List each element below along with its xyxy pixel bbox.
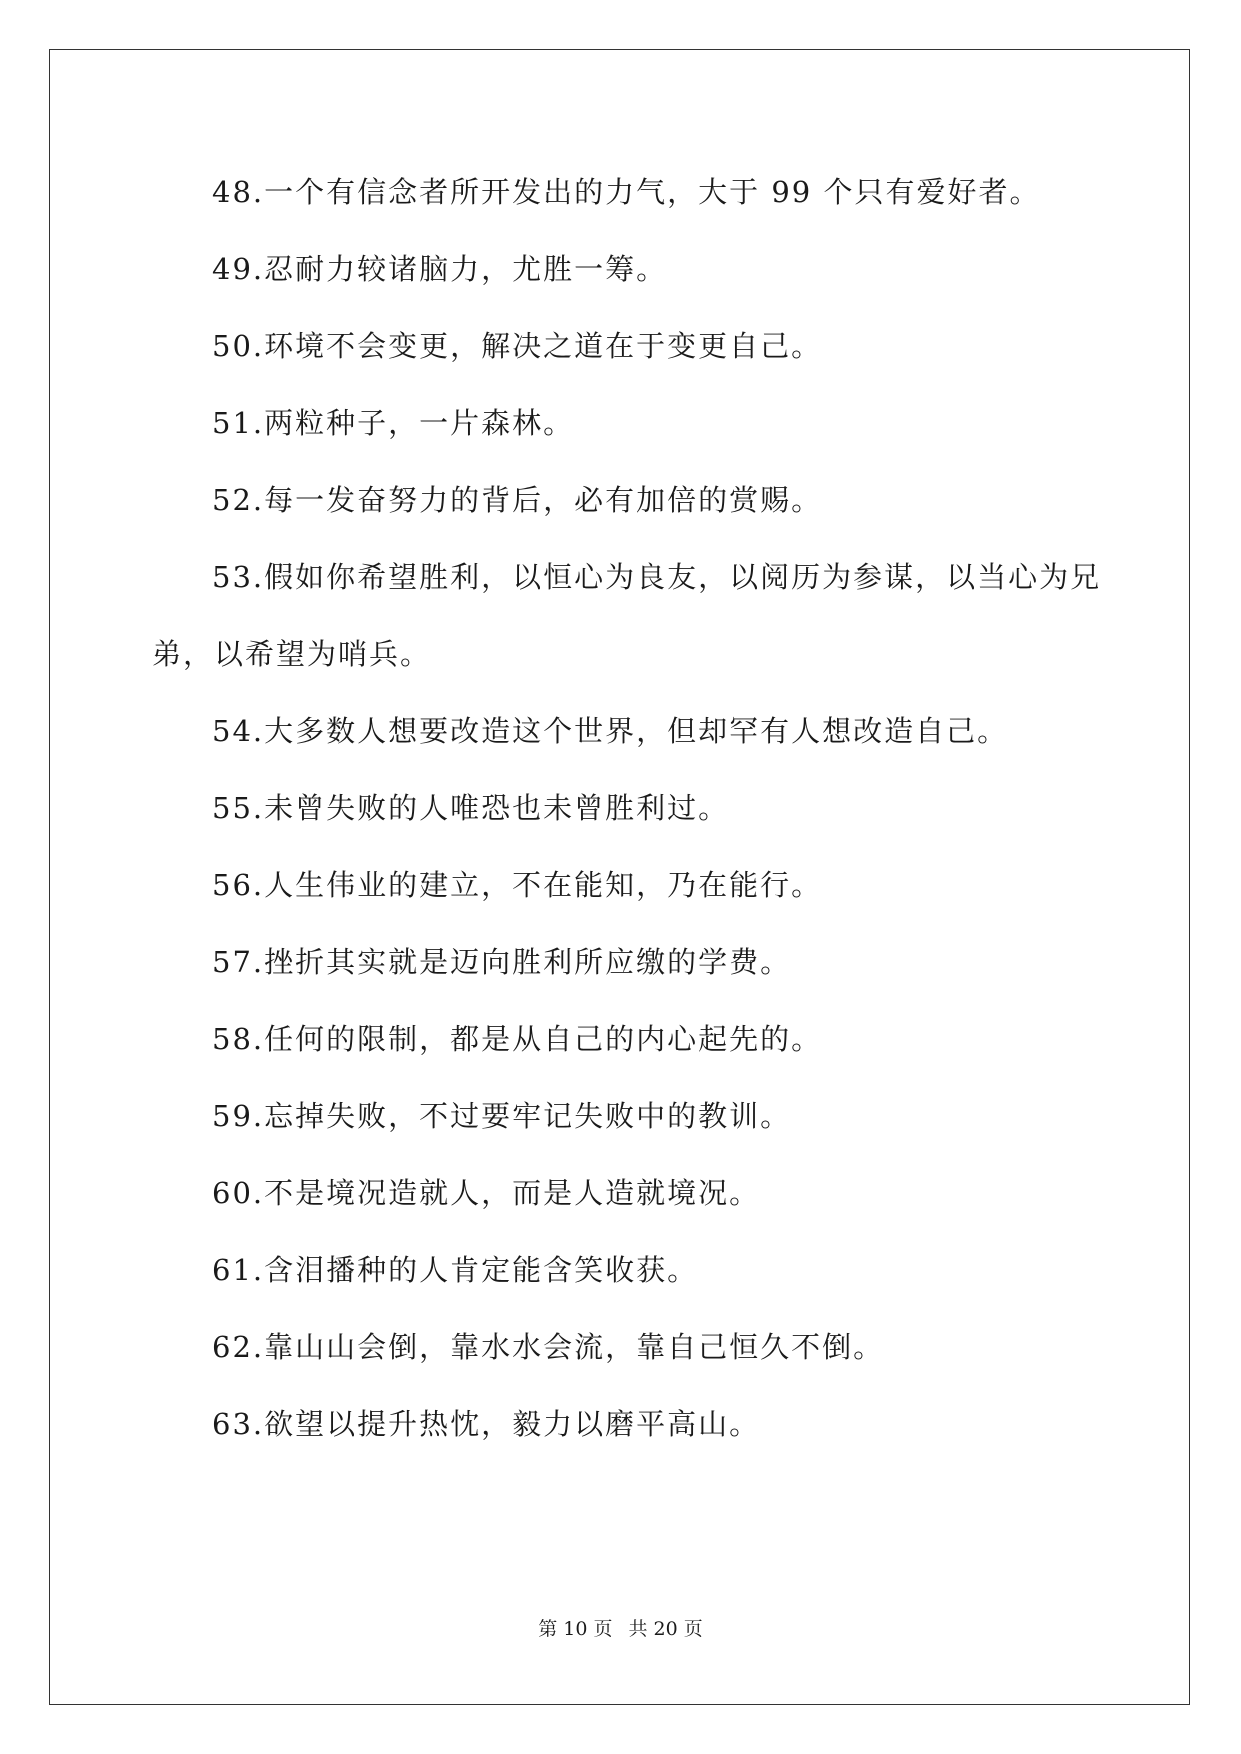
quote-line-59: 59.忘掉失败，不过要牢记失败中的教训。 [212, 1099, 792, 1133]
page-total: 共 20 页 [628, 1618, 703, 1640]
page-number: 第 10 页 [538, 1618, 613, 1640]
quote-line-53: 53.假如你希望胜利，以恒心为良友，以阅历为参谋，以当心为兄 [212, 560, 1102, 594]
quote-line-53-cont: 弟，以希望为哨兵。 [152, 637, 432, 671]
quote-line-54: 54.大多数人想要改造这个世界，但却罕有人想改造自己。 [212, 714, 1009, 748]
quote-line-50: 50.环境不会变更，解决之道在于变更自己。 [212, 329, 823, 363]
quote-line-49: 49.忍耐力较诸脑力，尤胜一筹。 [212, 252, 668, 286]
quote-line-52: 52.每一发奋努力的背后，必有加倍的赏赐。 [212, 483, 823, 517]
quote-line-51: 51.两粒种子，一片森林。 [212, 406, 575, 440]
quote-line-62: 62.靠山山会倒，靠水水会流，靠自己恒久不倒。 [212, 1330, 885, 1364]
page-footer [0, 1617, 1241, 1641]
quote-line-56: 56.人生伟业的建立，不在能知，乃在能行。 [212, 868, 823, 902]
quote-line-60: 60.不是境况造就人，而是人造就境况。 [212, 1176, 761, 1210]
quote-line-55: 55.未曾失败的人唯恐也未曾胜利过。 [212, 791, 730, 825]
quote-line-57: 57.挫折其实就是迈向胜利所应缴的学费。 [212, 945, 792, 979]
quote-line-63: 63.欲望以提升热忱，毅力以磨平高山。 [212, 1407, 761, 1441]
quote-line-61: 61.含泪播种的人肯定能含笑收获。 [212, 1253, 699, 1287]
quote-line-48: 48.一个有信念者所开发出的力气，大于 99 个只有爱好者。 [212, 175, 1041, 209]
quote-line-58: 58.任何的限制，都是从自己的内心起先的。 [212, 1022, 823, 1056]
